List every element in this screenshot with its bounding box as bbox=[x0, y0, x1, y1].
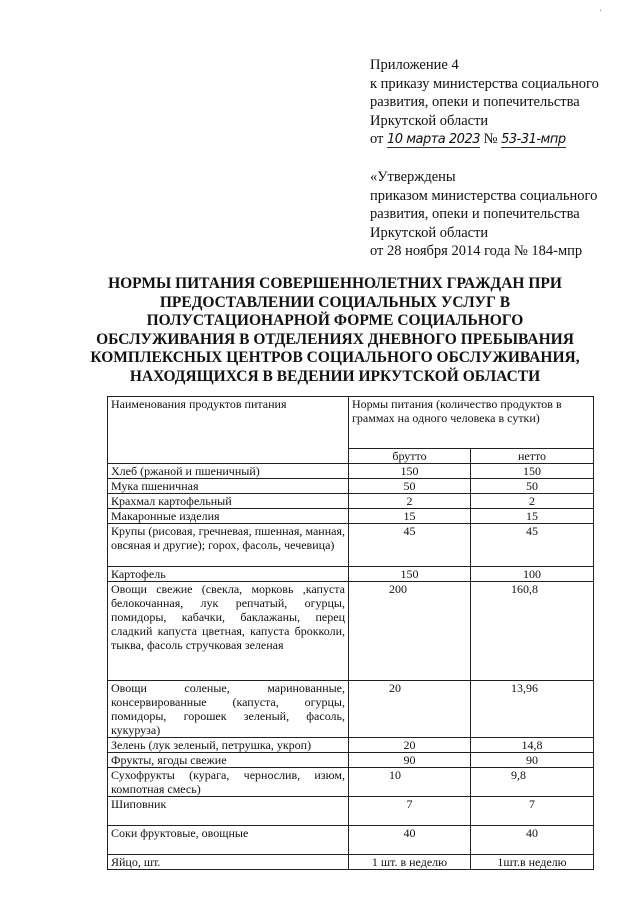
table-row bbox=[108, 738, 594, 753]
table-row bbox=[108, 681, 594, 738]
approved-line: приказом министерства социального bbox=[370, 187, 598, 204]
net-value-cell: 14,8 bbox=[471, 738, 594, 753]
gross-value-cell: 20 bbox=[349, 681, 471, 738]
table-row bbox=[108, 797, 594, 826]
table-row bbox=[108, 464, 594, 479]
number-label: № bbox=[483, 131, 498, 147]
product-name-cell: Зелень (лук зеленый, петрушка, укроп) bbox=[108, 738, 349, 753]
appendix-block bbox=[370, 56, 599, 149]
product-name-cell: Яйцо, шт. bbox=[108, 855, 349, 870]
net-value-cell: 40 bbox=[471, 826, 594, 855]
table-header-row bbox=[108, 397, 594, 449]
table-row bbox=[108, 753, 594, 768]
gross-value-cell: 150 bbox=[349, 464, 471, 479]
table-row bbox=[108, 509, 594, 524]
product-name-cell: Крупы (рисовая, гречневая, пшенная, манная, овсяная и другие); горох, фасоль, чечевица) bbox=[108, 524, 349, 567]
product-name-cell: Фрукты, ягоды свежие bbox=[108, 753, 349, 768]
gross-value-cell: 20 bbox=[349, 738, 471, 753]
appendix-line: Приложение 4 bbox=[370, 57, 459, 73]
gross-value-cell: 50 bbox=[349, 479, 471, 494]
gross-value-cell: 200 bbox=[349, 582, 471, 681]
gross-value-cell: 7 bbox=[349, 797, 471, 826]
table-row bbox=[108, 826, 594, 855]
header-gross: брутто bbox=[349, 449, 471, 464]
document-title: НОРМЫ ПИТАНИЯ СОВЕРШЕННОЛЕТНИХ ГРАЖДАН ПРИ ПРЕДОСТАВЛЕНИИ СОЦИАЛЬНЫХ УСЛУГ В ПОЛУСТАЦИОНАРНОЙ ФОРМЕ СОЦИАЛЬНОГО ОБСЛУЖИВАНИЯ В ОТДЕЛЕНИЯХ ДНЕВНОГО ПРЕБЫВАНИЯ КОМПЛЕКСНЫХ ЦЕНТРОВ СОЦИАЛЬНОГО ОБСЛУЖИВАНИЯ, НАХОДЯЩИХСЯ В ВЕДЕНИИ ИРКУТСКОЙ ОБЛАСТИ bbox=[90, 275, 580, 385]
product-name-cell: Соки фруктовые, овощные bbox=[108, 826, 349, 855]
net-value-cell: 1шт.в неделю bbox=[471, 855, 594, 870]
product-name-cell: Мука пшеничная bbox=[108, 479, 349, 494]
net-value-cell: 7 bbox=[471, 797, 594, 826]
gross-value-cell: 40 bbox=[349, 826, 471, 855]
net-value-cell: 9,8 bbox=[471, 768, 594, 797]
approved-line: развития, опеки и попечительства bbox=[370, 206, 580, 222]
appendix-line: Иркутской области bbox=[370, 112, 489, 129]
gross-value-cell: 45 bbox=[349, 524, 471, 567]
product-name-cell: Сухофрукты (курага, чернослив, изюм, компотная смесь) bbox=[108, 768, 349, 797]
net-value-cell: 150 bbox=[471, 464, 594, 479]
handwritten-number: 53-31-мпр bbox=[501, 132, 566, 147]
gross-value-cell: 1 шт. в неделю bbox=[349, 855, 471, 870]
net-value-cell: 2 bbox=[471, 494, 594, 509]
table-row bbox=[108, 479, 594, 494]
product-name-cell: Макаронные изделия bbox=[108, 509, 349, 524]
net-value-cell: 90 bbox=[471, 753, 594, 768]
handwritten-date: 10 марта 2023 bbox=[387, 132, 480, 147]
product-name-cell: Шиповник bbox=[108, 797, 349, 826]
header-net: нетто bbox=[471, 449, 594, 464]
gross-value-cell: 10 bbox=[349, 768, 471, 797]
net-value-cell: 45 bbox=[471, 524, 594, 567]
appendix-date-line bbox=[370, 130, 599, 149]
table-row bbox=[108, 582, 594, 681]
table-row bbox=[108, 768, 594, 797]
net-value-cell: 160,8 bbox=[471, 582, 594, 681]
gross-value-cell: 2 bbox=[349, 494, 471, 509]
product-name-cell: Овощи свежие (свекла, морковь ,капуста белокочанная, лук репчатый, огурцы, помидоры, кабачки, баклажаны, перец сладкий капуста цветная, капуста брокколи, тыква, фасоль стручковая зеленая bbox=[108, 582, 349, 681]
approved-line: «Утверждены bbox=[370, 169, 456, 185]
appendix-line: развития, опеки и попечительства bbox=[370, 94, 580, 110]
appendix-line: к приказу министерства социального bbox=[370, 75, 599, 92]
table-row bbox=[108, 855, 594, 870]
product-name-cell: Овощи соленые, маринованные, консервированные (капуста, огурцы, помидоры, горошек зеленый, фасоль, кукуруза) bbox=[108, 681, 349, 738]
corner-mark: ' bbox=[600, 8, 602, 17]
gross-value-cell: 90 bbox=[349, 753, 471, 768]
approved-line: от 28 ноября 2014 года № 184-мпр bbox=[370, 243, 583, 259]
net-value-cell: 100 bbox=[471, 567, 594, 582]
gross-value-cell: 15 bbox=[349, 509, 471, 524]
approved-block bbox=[370, 168, 597, 261]
table-row bbox=[108, 524, 594, 567]
net-value-cell: 50 bbox=[471, 479, 594, 494]
table-row bbox=[108, 567, 594, 582]
header-norms: Нормы питания (количество продуктов в граммах на одного человека в сутки) bbox=[349, 397, 594, 449]
product-name-cell: Крахмал картофельный bbox=[108, 494, 349, 509]
nutrition-norms-table bbox=[107, 396, 594, 870]
product-name-cell: Картофель bbox=[108, 567, 349, 582]
gross-value-cell: 150 bbox=[349, 567, 471, 582]
table-row bbox=[108, 494, 594, 509]
net-value-cell: 13,96 bbox=[471, 681, 594, 738]
net-value-cell: 15 bbox=[471, 509, 594, 524]
header-product-name: Наименования продуктов питания bbox=[108, 397, 349, 464]
approved-line: Иркутской области bbox=[370, 224, 489, 241]
product-name-cell: Хлеб (ржаной и пшеничный) bbox=[108, 464, 349, 479]
from-label: от bbox=[370, 131, 384, 147]
